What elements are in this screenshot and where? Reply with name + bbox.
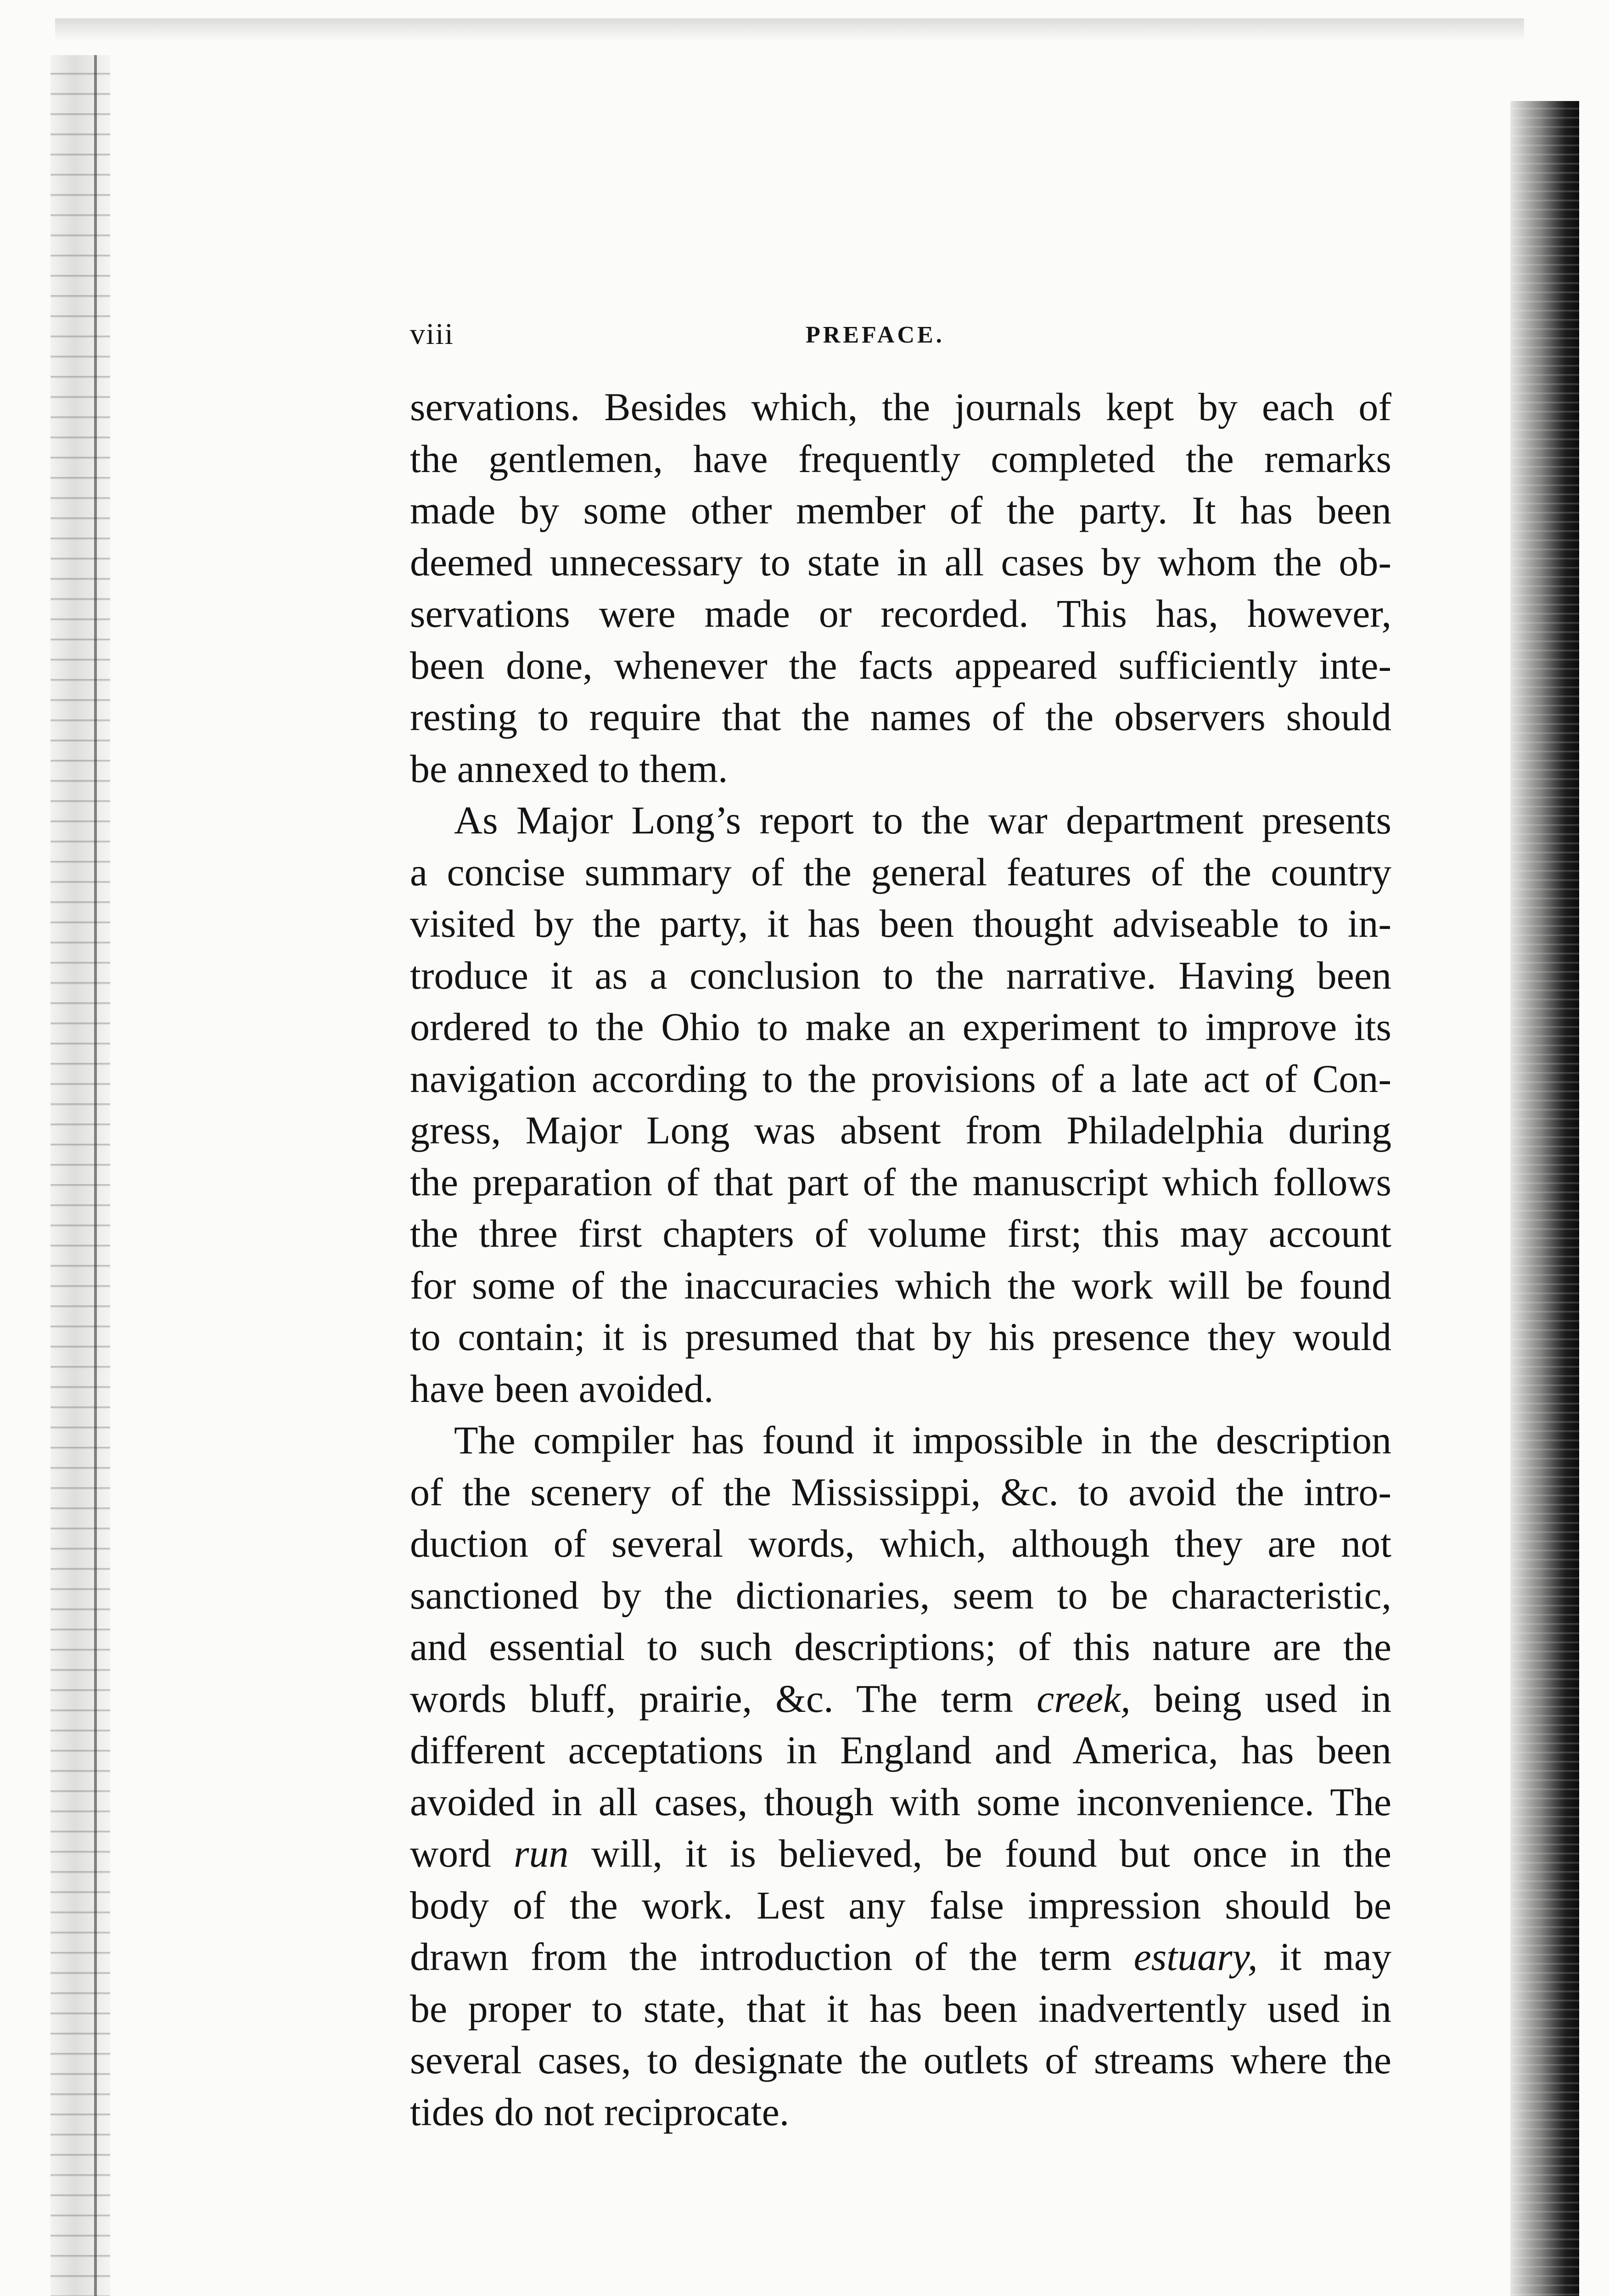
- text-line: several cases, to designate the outlets of streams where the: [410, 2038, 1391, 2082]
- scan-left-gutter: [50, 55, 110, 2296]
- text-line: troduce it as a conclusion to the narrative. Having been: [410, 953, 1391, 997]
- text-segment: it may: [1257, 1935, 1391, 1979]
- paragraph-3: [410, 1414, 1391, 2138]
- scan-top-shadow: [55, 18, 1524, 41]
- text-line: of the scenery of the Mississippi, &c. to avoid the intro-: [410, 1469, 1391, 1514]
- text-line: and essential to such descriptions; of this nature are the: [410, 1625, 1391, 1669]
- text-segment: being used in: [1130, 1676, 1391, 1721]
- text-line: for some of the inaccuracies which the work will be found: [410, 1263, 1391, 1307]
- text-line: be proper to state, that it has been inadvertently used in: [410, 1986, 1391, 2031]
- text-line: The compiler has found it impossible in the description: [454, 1418, 1391, 1462]
- text-line: have been avoided.: [410, 1366, 714, 1411]
- text-line: body of the work. Lest any false impression should be: [410, 1883, 1391, 1927]
- text-line: visited by the party, it has been thought adviseable to in-: [410, 901, 1391, 945]
- text-line: to contain; it is presumed that by his presence they would: [410, 1315, 1391, 1359]
- text-line: resting to require that the names of the observers should: [410, 695, 1391, 739]
- text-line: different acceptations in England and America, has been: [410, 1728, 1391, 1772]
- text-line: gress, Major Long was absent from Philadelphia during: [410, 1108, 1391, 1152]
- text-line: ordered to the Ohio to make an experiment to improve its: [410, 1005, 1391, 1049]
- text-line: sanctioned by the dictionaries, seem to be characteristic,: [410, 1573, 1391, 1617]
- text-line: a concise summary of the general features of the country: [410, 850, 1391, 894]
- text-segment: drawn from the introduction of the term: [410, 1935, 1134, 1979]
- text-line: be annexed to them.: [410, 746, 728, 791]
- text-line: deemed unnecessary to state in all cases by whom the ob-: [410, 540, 1391, 584]
- text-line: duction of several words, which, although they are not: [410, 1521, 1391, 1565]
- running-head: [410, 317, 1388, 354]
- paragraph-1: [410, 381, 1391, 794]
- text-segment: will, it is believed, be found but once in the: [568, 1831, 1391, 1875]
- text-segment: word: [410, 1831, 514, 1875]
- paragraph-2: [410, 794, 1391, 1414]
- text-segment: words bluff, prairie, &c. The term: [410, 1676, 1037, 1721]
- text-line-with-italic: [410, 1673, 1391, 1725]
- text-line: servations. Besides which, the journals kept by each of: [410, 385, 1391, 429]
- scan-binding-texture: [1510, 101, 1579, 2296]
- text-line: been done, whenever the facts appeared sufficiently inte-: [410, 643, 1391, 687]
- text-line: the preparation of that part of the manuscript which follows: [410, 1159, 1391, 1204]
- running-title: PREFACE.: [806, 322, 945, 348]
- text-line: tides do not reciprocate.: [410, 2089, 790, 2134]
- italic-term-estuary: estuary,: [1133, 1935, 1258, 1979]
- text-line-with-italic: [410, 1931, 1391, 1983]
- text-line: As Major Long’s report to the war department presents: [454, 798, 1391, 842]
- text-line: servations were made or recorded. This has, however,: [410, 591, 1391, 636]
- italic-term-creek: creek,: [1037, 1676, 1131, 1721]
- text-line-with-italic: [410, 1828, 1391, 1880]
- scan-left-rule: [94, 55, 97, 2296]
- page-number: viii: [410, 317, 454, 351]
- text-line: made by some other member of the party. It has been: [410, 488, 1391, 532]
- text-line: the gentlemen, have frequently completed the remarks: [410, 436, 1391, 481]
- italic-term-run: run: [514, 1831, 569, 1875]
- text-line: navigation according to the provisions of a late act of Con-: [410, 1056, 1391, 1101]
- text-line: the three first chapters of volume first; this may account: [410, 1211, 1391, 1255]
- body-text: [410, 381, 1391, 2138]
- text-line: avoided in all cases, though with some inconvenience. The: [410, 1779, 1391, 1824]
